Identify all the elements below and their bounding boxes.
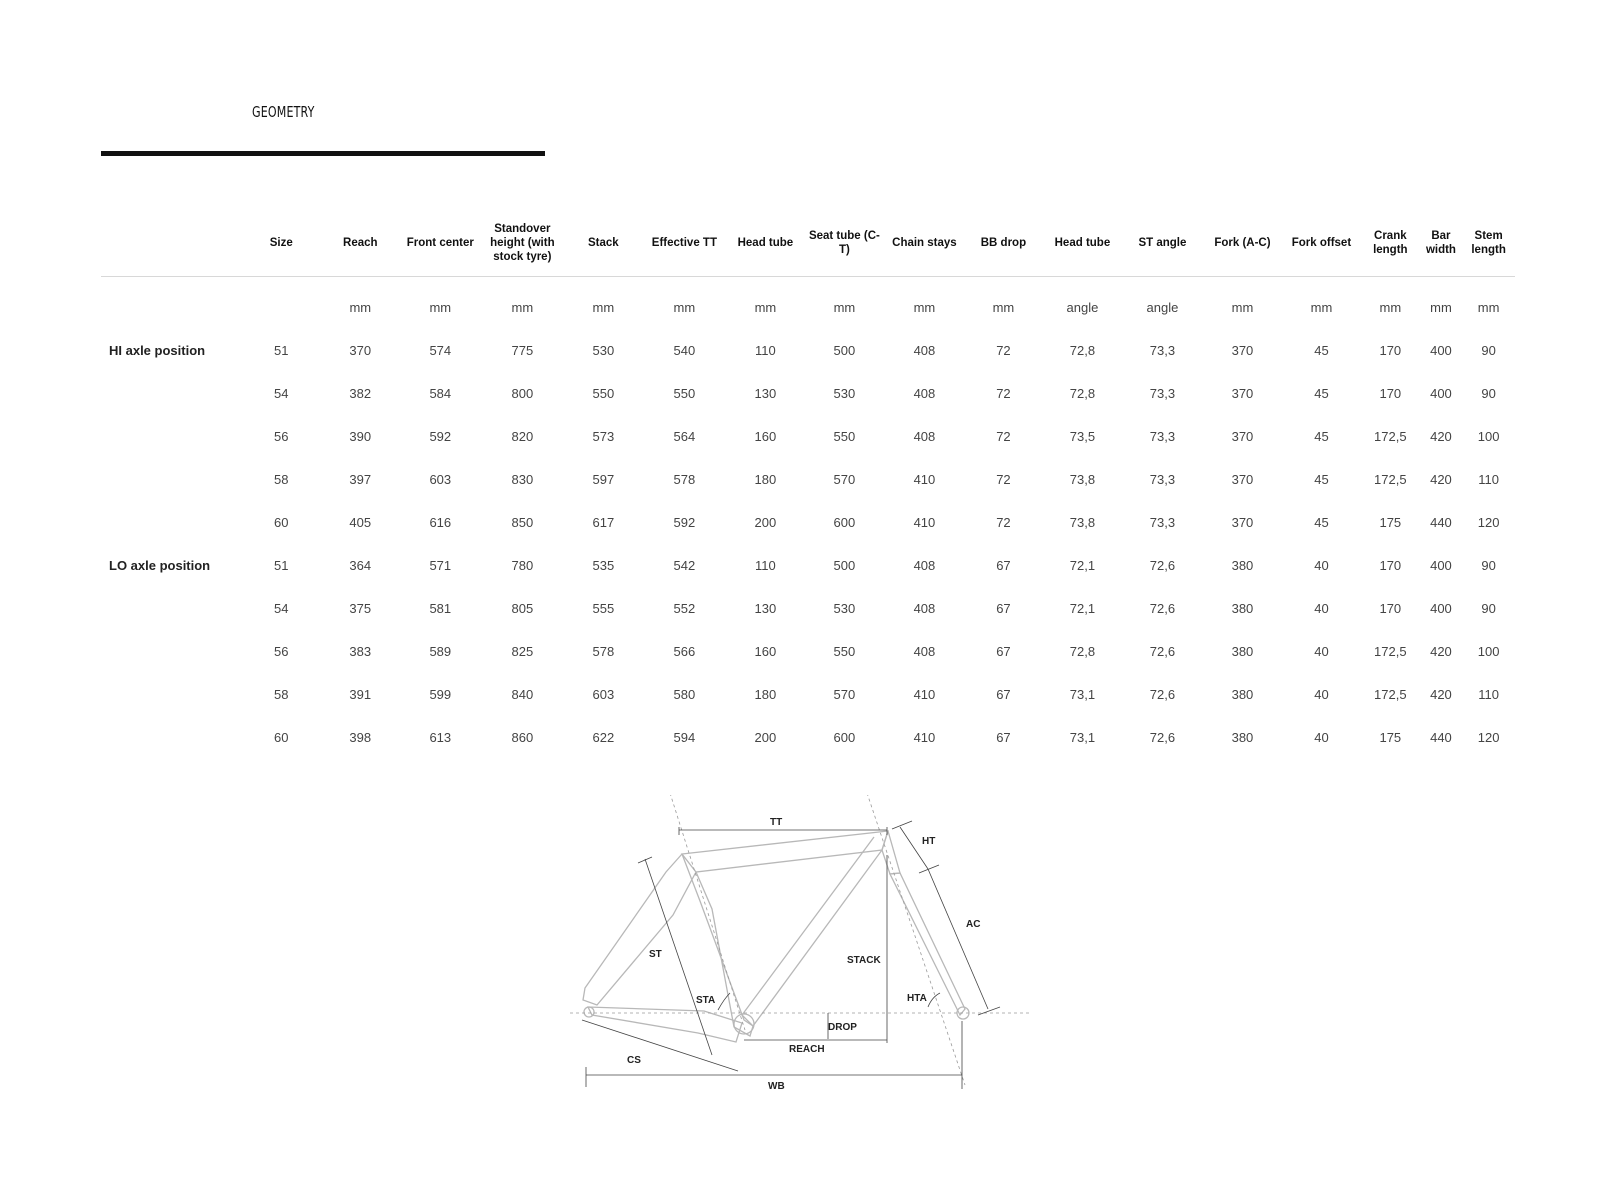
table-cell: 398 bbox=[349, 730, 372, 745]
unit-cell: mm bbox=[913, 299, 936, 315]
table-cell: 73,8 bbox=[1069, 472, 1096, 487]
table-cell: 45 bbox=[1314, 429, 1329, 444]
column-header: Fork (A-C) bbox=[1203, 210, 1282, 277]
table-cell: 364 bbox=[349, 558, 372, 573]
table-cell: 542 bbox=[673, 558, 696, 573]
table-cell: 90 bbox=[1481, 558, 1496, 573]
table-cell: 370 bbox=[1231, 386, 1254, 401]
table-cell: 51 bbox=[274, 558, 289, 573]
table-cell: 160 bbox=[754, 644, 777, 659]
frame-geometry-diagram bbox=[570, 795, 1050, 1105]
table-cell: 391 bbox=[349, 687, 372, 702]
row-group-label bbox=[101, 587, 243, 630]
table-cell: 172,5 bbox=[1374, 429, 1407, 444]
table-cell: 170 bbox=[1379, 558, 1402, 573]
table-row bbox=[101, 716, 1515, 759]
label-stack: STACK bbox=[847, 955, 881, 966]
table-cell: 400 bbox=[1430, 386, 1452, 401]
table-cell: 72,8 bbox=[1069, 386, 1096, 401]
table-cell: 382 bbox=[349, 386, 372, 401]
table-cell: 72 bbox=[996, 429, 1011, 444]
table-cell: 200 bbox=[754, 515, 777, 530]
table-cell: 555 bbox=[592, 601, 615, 616]
table-cell: 67 bbox=[996, 601, 1011, 616]
column-header: Reach bbox=[320, 210, 401, 277]
table-cell: 584 bbox=[429, 386, 452, 401]
table-cell: 72,8 bbox=[1069, 644, 1096, 659]
label-sta: STA bbox=[696, 995, 716, 1006]
table-cell: 599 bbox=[429, 687, 452, 702]
table-cell: 594 bbox=[673, 730, 696, 745]
row-group-label bbox=[101, 716, 243, 759]
table-cell: 72,6 bbox=[1149, 687, 1176, 702]
label-hta: HTA bbox=[907, 993, 927, 1004]
table-cell: 380 bbox=[1231, 601, 1254, 616]
table-cell: 550 bbox=[673, 386, 696, 401]
column-header: Effective TT bbox=[642, 210, 727, 277]
unit-cell: mm bbox=[754, 299, 777, 315]
table-cell: 72,6 bbox=[1149, 558, 1176, 573]
table-cell: 380 bbox=[1231, 644, 1254, 659]
table-cell: 45 bbox=[1314, 515, 1329, 530]
unit-cell: mm bbox=[673, 299, 696, 315]
column-header: Stack bbox=[565, 210, 642, 277]
table-cell: 383 bbox=[349, 644, 372, 659]
table-cell: 110 bbox=[1478, 472, 1499, 487]
unit-cell: mm bbox=[1310, 299, 1333, 315]
table-cell: 90 bbox=[1481, 601, 1496, 616]
title-underline bbox=[101, 151, 545, 156]
table-cell: 420 bbox=[1430, 687, 1452, 702]
table-cell: 90 bbox=[1481, 386, 1496, 401]
label-tt: TT bbox=[770, 817, 783, 828]
table-cell: 410 bbox=[913, 730, 936, 745]
table-cell: 540 bbox=[673, 343, 696, 358]
table-cell: 440 bbox=[1430, 515, 1452, 530]
row-group-label: LO axle position bbox=[109, 558, 211, 573]
table-row bbox=[101, 458, 1515, 501]
table-cell: 410 bbox=[913, 687, 936, 702]
table-cell: 535 bbox=[592, 558, 615, 573]
table-cell: 130 bbox=[754, 386, 777, 401]
table-cell: 110 bbox=[1478, 687, 1499, 702]
table-cell: 410 bbox=[913, 472, 936, 487]
table-cell: 500 bbox=[833, 343, 856, 358]
table-cell: 405 bbox=[349, 515, 372, 530]
table-cell: 380 bbox=[1231, 730, 1254, 745]
table-cell: 408 bbox=[913, 558, 936, 573]
label-cs: CS bbox=[627, 1055, 641, 1066]
table-cell: 72,1 bbox=[1069, 601, 1096, 616]
column-header: Standover height (with stock tyre) bbox=[480, 210, 565, 277]
table-cell: 581 bbox=[429, 601, 452, 616]
table-cell: 67 bbox=[996, 644, 1011, 659]
table-cell: 72,6 bbox=[1149, 601, 1176, 616]
table-cell: 408 bbox=[913, 644, 936, 659]
table-cell: 597 bbox=[592, 472, 615, 487]
unit-cell: angle bbox=[1066, 299, 1099, 315]
label-drop: DROP bbox=[828, 1022, 857, 1033]
table-cell: 200 bbox=[754, 730, 777, 745]
unit-cell: mm bbox=[833, 299, 856, 315]
table-cell: 72,6 bbox=[1149, 644, 1176, 659]
table-row bbox=[101, 372, 1515, 415]
table-cell: 420 bbox=[1430, 472, 1452, 487]
unit-cell bbox=[243, 277, 320, 330]
table-cell: 72,8 bbox=[1069, 343, 1096, 358]
table-cell: 370 bbox=[1231, 429, 1254, 444]
unit-cell: mm bbox=[1430, 299, 1452, 315]
table-cell: 622 bbox=[592, 730, 615, 745]
table-cell: 830 bbox=[511, 472, 534, 487]
table-cell: 73,1 bbox=[1069, 730, 1096, 745]
table-cell: 420 bbox=[1430, 644, 1452, 659]
table-cell: 564 bbox=[673, 429, 696, 444]
column-header: Front center bbox=[401, 210, 480, 277]
table-cell: 570 bbox=[833, 472, 856, 487]
table-cell: 180 bbox=[754, 472, 777, 487]
table-cell: 45 bbox=[1314, 343, 1329, 358]
page-title: GEOMETRY bbox=[252, 103, 315, 121]
table-cell: 72,1 bbox=[1069, 558, 1096, 573]
table-row bbox=[101, 501, 1515, 544]
table-cell: 603 bbox=[429, 472, 452, 487]
table-cell: 54 bbox=[274, 386, 289, 401]
table-cell: 571 bbox=[429, 558, 452, 573]
table-cell: 58 bbox=[274, 472, 289, 487]
table-cell: 860 bbox=[511, 730, 534, 745]
table-cell: 552 bbox=[673, 601, 696, 616]
table-cell: 100 bbox=[1477, 644, 1500, 659]
column-header: Head tube bbox=[727, 210, 804, 277]
table-cell: 589 bbox=[429, 644, 452, 659]
table-cell: 73,3 bbox=[1149, 386, 1176, 401]
table-cell: 400 bbox=[1430, 558, 1452, 573]
label-wb: WB bbox=[768, 1081, 785, 1092]
table-cell: 73,1 bbox=[1069, 687, 1096, 702]
units-row bbox=[101, 277, 1515, 330]
table-cell: 67 bbox=[996, 558, 1011, 573]
table-cell: 574 bbox=[429, 343, 452, 358]
unit-cell: angle bbox=[1146, 299, 1179, 315]
table-row bbox=[101, 329, 1515, 372]
table-row bbox=[101, 415, 1515, 458]
table-cell: 616 bbox=[429, 515, 452, 530]
table-cell: 51 bbox=[274, 343, 289, 358]
table-cell: 592 bbox=[429, 429, 452, 444]
table-cell: 825 bbox=[511, 644, 534, 659]
table-cell: 180 bbox=[754, 687, 777, 702]
table-cell: 578 bbox=[673, 472, 696, 487]
table-cell: 408 bbox=[913, 601, 936, 616]
table-cell: 613 bbox=[429, 730, 452, 745]
table-cell: 72 bbox=[996, 343, 1011, 358]
table-cell: 172,5 bbox=[1374, 687, 1407, 702]
table-cell: 73,3 bbox=[1149, 515, 1176, 530]
column-header: Seat tube (C-T) bbox=[804, 210, 885, 277]
table-cell: 775 bbox=[511, 343, 534, 358]
table-cell: 805 bbox=[511, 601, 534, 616]
table-cell: 90 bbox=[1481, 343, 1496, 358]
table-cell: 54 bbox=[274, 601, 289, 616]
unit-cell: mm bbox=[429, 299, 452, 315]
table-cell: 67 bbox=[996, 687, 1011, 702]
table-cell: 408 bbox=[913, 343, 936, 358]
table-cell: 172,5 bbox=[1374, 472, 1407, 487]
table-cell: 400 bbox=[1430, 343, 1452, 358]
table-cell: 592 bbox=[673, 515, 696, 530]
table-cell: 172,5 bbox=[1374, 644, 1407, 659]
dimension-labels bbox=[627, 817, 980, 1092]
table-cell: 40 bbox=[1314, 687, 1329, 702]
table-cell: 56 bbox=[274, 644, 289, 659]
table-cell: 40 bbox=[1314, 601, 1329, 616]
column-header: Fork offset bbox=[1282, 210, 1361, 277]
unit-cell: mm bbox=[511, 299, 534, 315]
row-group-label: HI axle position bbox=[109, 343, 206, 358]
table-cell: 580 bbox=[673, 687, 696, 702]
table-cell: 530 bbox=[833, 386, 856, 401]
table-cell: 550 bbox=[592, 386, 615, 401]
table-row bbox=[101, 673, 1515, 716]
table-cell: 566 bbox=[673, 644, 696, 659]
unit-cell: mm bbox=[1379, 299, 1402, 315]
table-cell: 72 bbox=[996, 386, 1011, 401]
table-cell: 500 bbox=[833, 558, 856, 573]
table-cell: 380 bbox=[1231, 687, 1254, 702]
table-cell: 175 bbox=[1379, 730, 1402, 745]
column-header: Stem length bbox=[1462, 210, 1515, 277]
row-group-label bbox=[101, 458, 243, 501]
column-header: Size bbox=[243, 210, 320, 277]
column-header: Bar width bbox=[1420, 210, 1463, 277]
label-st: ST bbox=[649, 949, 662, 960]
unit-cell: mm bbox=[1477, 299, 1500, 315]
label-ac: AC bbox=[966, 919, 981, 930]
unit-cell: mm bbox=[349, 299, 372, 315]
table-cell: 72,6 bbox=[1149, 730, 1176, 745]
row-group-label bbox=[101, 415, 243, 458]
table-cell: 45 bbox=[1314, 472, 1329, 487]
table-cell: 600 bbox=[833, 730, 856, 745]
table-cell: 410 bbox=[913, 515, 936, 530]
unit-cell: mm bbox=[592, 299, 615, 315]
table-cell: 370 bbox=[1231, 472, 1254, 487]
table-cell: 800 bbox=[511, 386, 534, 401]
column-header: Crank length bbox=[1361, 210, 1420, 277]
table-cell: 40 bbox=[1314, 558, 1329, 573]
reference-lines bbox=[570, 795, 1030, 1085]
table-cell: 600 bbox=[833, 515, 856, 530]
table-cell: 160 bbox=[754, 429, 777, 444]
table-cell: 370 bbox=[349, 343, 372, 358]
table-cell: 100 bbox=[1477, 429, 1500, 444]
table-cell: 550 bbox=[833, 644, 856, 659]
table-cell: 530 bbox=[592, 343, 615, 358]
table-row bbox=[101, 587, 1515, 630]
table-cell: 73,3 bbox=[1149, 429, 1176, 444]
table-cell: 408 bbox=[913, 386, 936, 401]
table-row bbox=[101, 544, 1515, 587]
table-cell: 570 bbox=[833, 687, 856, 702]
table-cell: 440 bbox=[1430, 730, 1452, 745]
column-header: ST angle bbox=[1122, 210, 1203, 277]
table-cell: 400 bbox=[1430, 601, 1452, 616]
table-cell: 110 bbox=[755, 558, 776, 573]
table-cell: 73,8 bbox=[1069, 515, 1096, 530]
column-header: BB drop bbox=[964, 210, 1043, 277]
table-cell: 170 bbox=[1379, 386, 1402, 401]
table-cell: 72 bbox=[996, 515, 1011, 530]
unit-cell: mm bbox=[1231, 299, 1254, 315]
table-cell: 45 bbox=[1314, 386, 1329, 401]
table-cell: 170 bbox=[1379, 601, 1402, 616]
table-cell: 170 bbox=[1379, 343, 1402, 358]
table-cell: 840 bbox=[511, 687, 534, 702]
table-cell: 397 bbox=[349, 472, 372, 487]
table-cell: 73,3 bbox=[1149, 472, 1176, 487]
label-ht: HT bbox=[922, 836, 936, 847]
table-cell: 110 bbox=[755, 343, 776, 358]
label-reach: REACH bbox=[789, 1044, 825, 1055]
table-cell: 780 bbox=[511, 558, 534, 573]
table-cell: 530 bbox=[833, 601, 856, 616]
table-cell: 370 bbox=[1231, 343, 1254, 358]
table-cell: 67 bbox=[996, 730, 1011, 745]
table-cell: 120 bbox=[1477, 515, 1500, 530]
unit-cell: mm bbox=[992, 299, 1015, 315]
table-cell: 408 bbox=[913, 429, 936, 444]
table-cell: 420 bbox=[1430, 429, 1452, 444]
row-group-label bbox=[101, 372, 243, 415]
table-cell: 73,5 bbox=[1069, 429, 1096, 444]
table-cell: 375 bbox=[349, 601, 372, 616]
table-cell: 617 bbox=[592, 515, 615, 530]
table-cell: 58 bbox=[274, 687, 289, 702]
table-cell: 850 bbox=[511, 515, 534, 530]
row-group-label bbox=[101, 630, 243, 673]
table-header-row bbox=[101, 210, 1515, 277]
table-cell: 550 bbox=[833, 429, 856, 444]
column-header: Chain stays bbox=[885, 210, 964, 277]
table-cell: 56 bbox=[274, 429, 289, 444]
table-cell: 40 bbox=[1314, 644, 1329, 659]
table-cell: 603 bbox=[592, 687, 615, 702]
table-cell: 40 bbox=[1314, 730, 1329, 745]
table-cell: 120 bbox=[1477, 730, 1500, 745]
table-cell: 175 bbox=[1379, 515, 1402, 530]
table-cell: 820 bbox=[511, 429, 534, 444]
table-cell: 60 bbox=[274, 515, 289, 530]
table-row bbox=[101, 630, 1515, 673]
geometry-table bbox=[101, 210, 1515, 759]
row-group-label bbox=[101, 501, 243, 544]
table-cell: 72 bbox=[996, 472, 1011, 487]
unit-cell bbox=[101, 277, 243, 330]
table-cell: 578 bbox=[592, 644, 615, 659]
table-cell: 573 bbox=[592, 429, 615, 444]
table-cell: 390 bbox=[349, 429, 372, 444]
header-blank bbox=[101, 210, 243, 277]
table-cell: 370 bbox=[1231, 515, 1254, 530]
table-cell: 60 bbox=[274, 730, 289, 745]
frame-outline bbox=[583, 831, 969, 1042]
row-group-label bbox=[101, 673, 243, 716]
table-cell: 73,3 bbox=[1149, 343, 1176, 358]
column-header: Head tube bbox=[1043, 210, 1122, 277]
table-cell: 380 bbox=[1231, 558, 1254, 573]
table-cell: 130 bbox=[754, 601, 777, 616]
